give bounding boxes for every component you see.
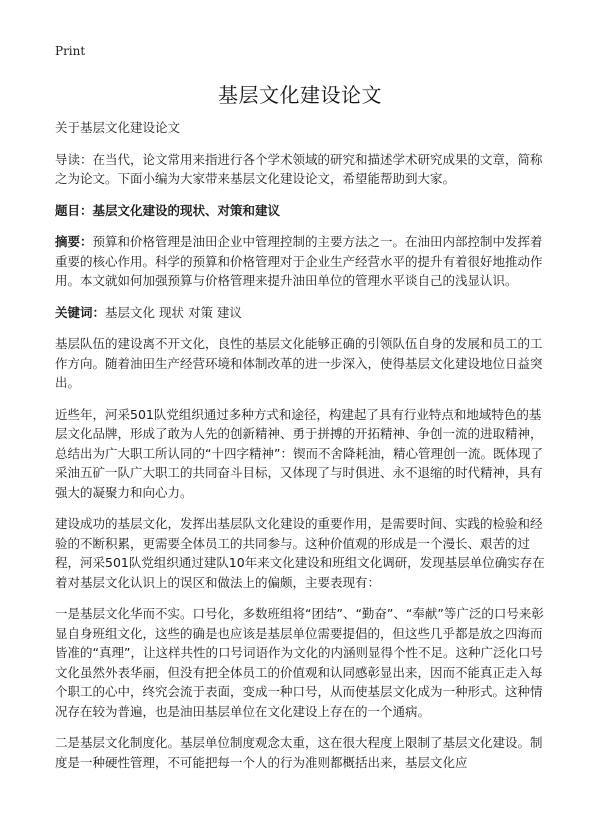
abstract-label: 摘要： bbox=[55, 234, 93, 249]
document-body bbox=[55, 118, 551, 784]
page-title: 基层文化建设论文 bbox=[218, 83, 382, 107]
abstract-paragraph bbox=[55, 232, 551, 291]
print-label[interactable]: Print bbox=[55, 44, 86, 58]
keywords-label: 关键词： bbox=[55, 304, 106, 320]
document-subtitle: 关于基层文化建设论文 bbox=[55, 120, 181, 135]
topic-text: 基层文化建设的现状、对策和建议 bbox=[92, 202, 281, 218]
body-paragraph-5: 二是基层文化制度化。基层单位制度观念太重，这在很大程度上限制了基层文化建设。制度是一种硬性管理，不可能把每一个人的行为准则都概括出来，基层文化应 bbox=[55, 735, 543, 770]
intro-paragraph: 导读：在当代，论文常用来指进行各个学术领域的研究和描述学术研究成果的文章，简称之为论文。下面小编为大家带来基层文化建设论文，希望能帮助到大家。 bbox=[55, 151, 543, 186]
topic-label: 题目： bbox=[55, 202, 93, 218]
keywords-text: 基层文化 现状 对策 建议 bbox=[105, 304, 242, 320]
body-paragraph-1: 基层队伍的建设离不开文化，良性的基层文化能够正确的引领队伍自身的发展和员工的工作方向。随着油田生产经营环境和体制改革的进一步深入，使得基层文化建设地位日益突出。 bbox=[55, 336, 543, 390]
body-paragraph-2: 近些年，河采501队党组织通过多种方式和途径，构建起了具有行业特点和地域特色的基层文化品牌，形成了敢为人先的创新精神、勇于拼搏的开拓精神、争创一流的进取精神，总结出为广大职工所认同的“十四字精神”：锲而不舍降耗油，精心管理创一流。既体现了采油五矿一队广大职工的共同奋斗目标，又体现了与时俱进、永不退缩的时代精神，具有强大的凝聚力和向心力。 bbox=[55, 406, 543, 500]
abstract-text: 预算和价格管理是油田企业中管理控制的主要方法之一。在油田内部控制中发挥着重要的核心作用。科学的预算和价格管理对于企业生产经营水平的提升有着很好地推动作用。本文就如何加强预算与价格管理来提升油田单位的管理水平谈自己的浅显认识。 bbox=[55, 234, 543, 288]
body-paragraph-3: 建设成功的基层文化，发挥出基层队文化建设的重要作用，是需要时间、实践的检验和经验的不断积累，更需要全体员工的共同参与。这种价值观的形成是一个漫长、艰苦的过程，河采501队党组织通过建队10年来文化建设和班组文化调研，发现基层单位确实存在着对基层文化认识上的误区和做法上的偏颇，主要表现有： bbox=[55, 516, 545, 590]
topic-line bbox=[55, 201, 551, 221]
keywords-line bbox=[55, 303, 551, 323]
body-paragraph-4: 一是基层文化华而不实。口号化，多数班组将“团结”、“勤奋”、“奉献”等广泛的口号来彰显自身班组文化，这些的确是也应该是基层单位需要提倡的，但这些几乎都是放之四海而皆准的“真理”，让这样共性的口号词语作为文化的内涵则显得个性不足。这种广泛化口号文化虽然外表华丽，但没有把全体员工的价值观和认同感彰显出来，因而不能真正走入每个职工的心中，终究会流于表面，变成一种口号，从而使基层文化成为一种形式。这种情况存在较为普遍，也是油田基层单位在文化建设上存在的一个通病。 bbox=[55, 606, 544, 719]
